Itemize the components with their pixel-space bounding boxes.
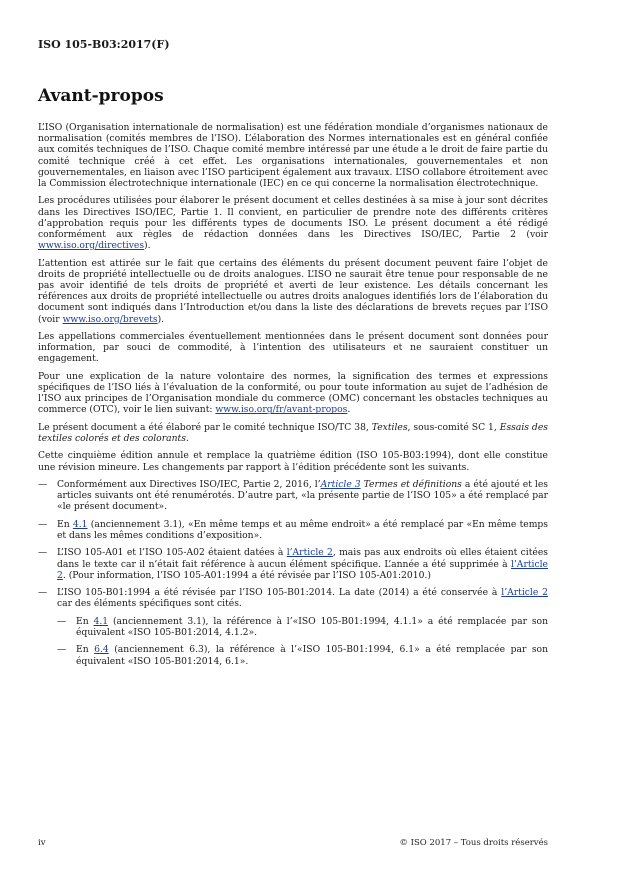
page-title: Avant-propos [38, 86, 164, 106]
item-text: En [76, 615, 94, 627]
foreword-body [38, 122, 548, 673]
paragraph-iso-intro: L’ISO (Organisation internationale de normalisation) est une fédération mondiale d’organismes nationaux de normalisation (comités membres de l’ISO). L’élaboration des Normes internationales est en général confiée aux comités techniques de l’ISO. Chaque comité membre intéressé par une étude a le droit de faire partie du comité technique créé à cet effet. Les organisations internationales, gouvernementales et non gouvernementales, en liaison avec l’ISO participent également aux travaux. L’ISO collabore étroitement avec la Commission électrotechnique internationale (IEC) en ce qui concerne la normalisation électrotechnique. [38, 122, 548, 190]
directives-link[interactable]: www.iso.org/directives [38, 240, 145, 252]
item-text: En [76, 644, 95, 656]
paragraph-text: Les procédures utilisées pour élaborer le présent document et celles destinées à sa mise à jour sont décrites dans les Directives ISO/IEC, Partie 1. Il convient, en particulier de prendre note des différents critères d’approbation requis pour les différents types de documents ISO. Le présent document a été rédigé conformément aux règles de rédaction données dans les Directives ISO/IEC, Partie 2 (voir [38, 195, 548, 241]
item-text: , mais pas aux endroits où elles étaient citées dans le texte car il n’était fait référence à aucun élément spécifique. L’année a été supprimée à [57, 547, 548, 570]
item-text: L’ISO 105-A01 et l’ISO 105-A02 étaient datées à [57, 547, 287, 559]
item-text: Conformément aux Directives ISO/IEC, Partie 2, 2016, l’ [57, 479, 321, 490]
article-3-link[interactable]: Article 3 [320, 479, 361, 490]
paragraph-end: . [185, 433, 189, 445]
paragraph-end: ). [144, 240, 151, 252]
clause-4-1-link[interactable]: 4.1 [72, 518, 88, 530]
item-text: (anciennement 3.1), la référence à l’«ISO 105-B01:1994, 4.1.1» a été remplacée par son équivalent «ISO 105-B01:2014, 4.1.2». [76, 615, 548, 638]
paragraph-text: Le présent document a été élaboré par le comité technique ISO/TC 38, [38, 421, 372, 433]
clause-6-4-link[interactable]: 6.4 [94, 644, 109, 656]
item-text: En [57, 518, 73, 530]
dash-bullet: — [57, 644, 67, 656]
article-2-link[interactable]: l’Article 2 [57, 558, 548, 581]
patents-link[interactable]: www.iso.org/brevets [62, 313, 158, 325]
paragraph-edition: Cette cinquième édition annule et remplace la quatrième édition (ISO 105-B03:1994), dont elle constitue une révision mineure. Les changements par rapport à l’édition précédente sont les suivants. [38, 450, 548, 473]
dash-bullet: — [38, 518, 48, 530]
article-2-link[interactable]: l’Article 2 [501, 587, 548, 599]
article-2-link[interactable]: l’Article 2 [286, 547, 333, 559]
document-id: ISO 105-B03:2017(F) [38, 38, 170, 51]
change-list-item [38, 547, 548, 581]
paragraph-trade-names: Les appellations commerciales éventuellement mentionnées dans le présent document sont données pour information, par souci de commodité, à l’intention des utilisateurs et ne sauraient constituer un engagement. [38, 331, 548, 365]
item-text: a été ajouté et les articles suivants ont été renumérotés. D’autre part, «la présente partie de l’ISO 105» a été remplacé par «le présent document». [57, 479, 549, 513]
subcommittee-name: Essais des textiles colorés et des colorants [38, 421, 548, 445]
item-italic: Termes et définitions [360, 479, 462, 490]
paragraph-procedures [38, 195, 548, 251]
change-list-item [38, 519, 548, 541]
paragraph-end: . [347, 404, 351, 416]
item-text: car des éléments spécifiques sont cités. [57, 598, 242, 610]
change-list-item [38, 587, 548, 609]
paragraph-patents [38, 258, 548, 325]
dash-bullet: — [38, 587, 48, 599]
paragraph-committee [38, 422, 548, 444]
change-list-item [38, 479, 548, 513]
paragraph-voluntary-nature [38, 371, 548, 416]
change-sub-item [57, 644, 548, 666]
paragraph-text: , sous-comité SC 1, [407, 421, 500, 433]
page-number: iv [38, 838, 46, 848]
dash-bullet: — [57, 615, 67, 627]
dash-bullet: — [38, 479, 48, 490]
item-text: (anciennement 3.1), «En même temps et au même endroit» a été remplacé par «En même temps et dans les mêmes conditions d’exposition». [57, 518, 549, 541]
dash-bullet: — [38, 547, 48, 559]
item-text: L’ISO 105-B01:1994 a été révisée par l’ISO 105-B01:2014. La date (2014) a été conservée à [57, 587, 502, 599]
committee-name: Textiles [371, 421, 408, 433]
item-text: . (Pour information, l’ISO 105-A01:1994 a été révisée par l’ISO 105-A01:2010.) [62, 569, 431, 581]
paragraph-text: Pour une explication de la nature volontaire des normes, la signification des termes et expressions spécifiques de l’ISO liés à l’évaluation de la conformité, ou pour toute information au sujet de l’adhésion de l’ISO aux principes de l’Organisation mondiale du commerce (OMC) concernant les obstacles techniques au commerce (OTC), voir le lien suivant: [38, 370, 548, 416]
paragraph-end: ). [157, 313, 165, 325]
item-text: (anciennement 6.3), la référence à l’«ISO 105-B01:1994, 6.1» a été remplacée par son équivalent «ISO 105-B01:2014, 6.1». [76, 644, 548, 667]
change-sub-item [57, 616, 548, 638]
copyright-notice: © ISO 2017 – Tous droits réservés [399, 838, 548, 848]
paragraph-text: L’attention est attirée sur le fait que certains des éléments du présent document peuvent faire l’objet de droits de propriété intellectuelle ou de droits analogues. L’ISO ne saurait être tenue pour responsable de ne pas avoir identifié de tels droits de propriété et averti de leur existence. Les détails concernant les références aux droits de propriété intellectuelle ou autres droits analogues identifiés lors de l’élaboration du document sont indiqués dans l’Introduction et/ou dans la liste des déclarations de brevets reçues par l’ISO (voir [38, 257, 548, 325]
clause-4-1-link[interactable]: 4.1 [93, 615, 109, 627]
foreword-link[interactable]: www.iso.org/fr/avant-propos [215, 404, 348, 416]
